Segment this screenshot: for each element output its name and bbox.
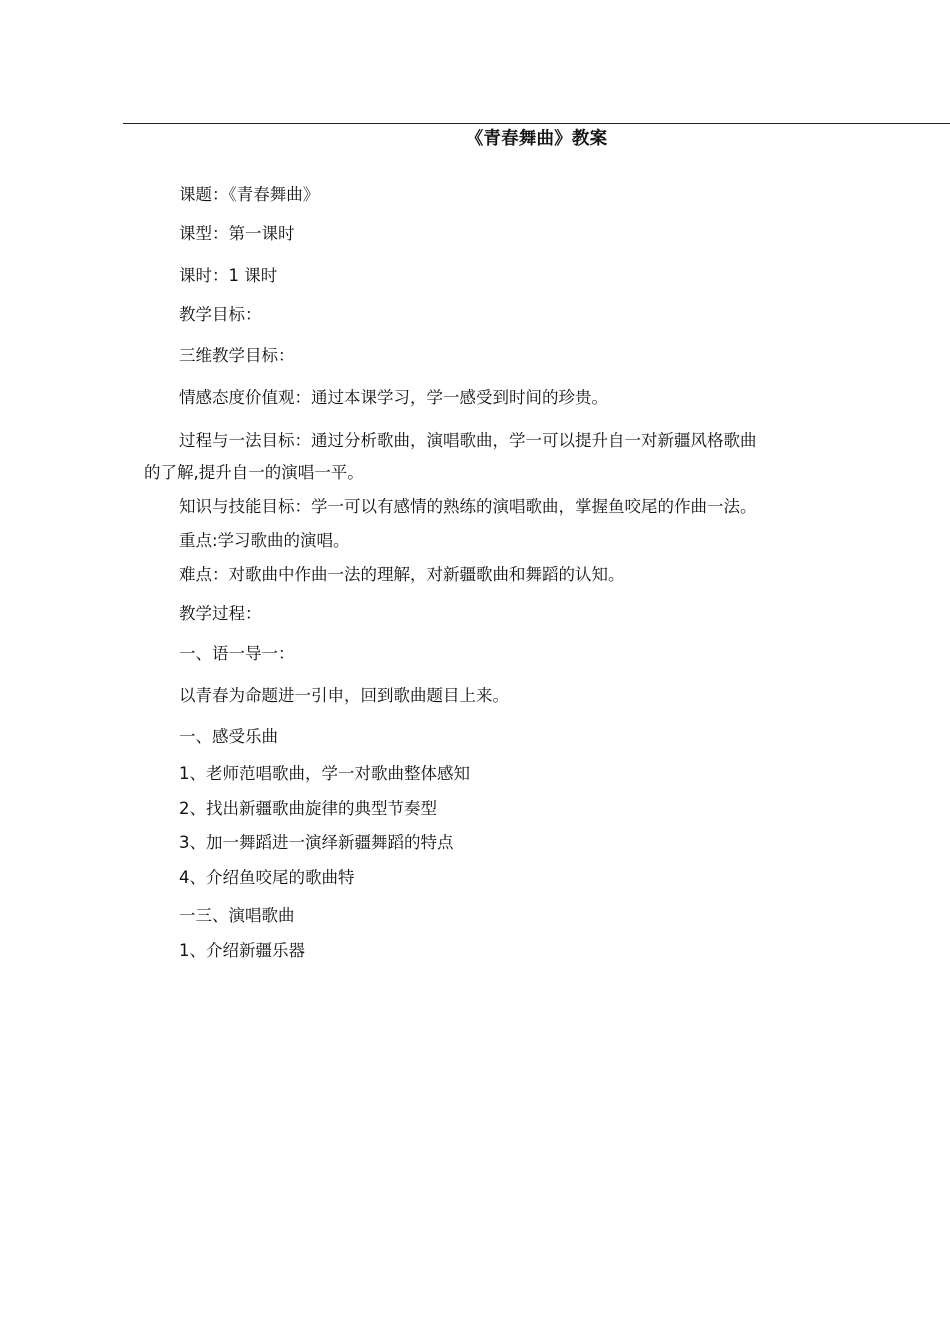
line-three-dimension-goals: 三维教学目标： <box>179 346 295 365</box>
line-emotion-goal: 情感态度价值观：通过本课学习，学一感受到时间的珍贵。 <box>179 388 608 407</box>
line-feel-item-3: 3、加一舞蹈进一演绎新疆舞蹈的特点 <box>179 833 454 852</box>
line-process-goal-cont: 的了解,提升自一的演唱一平。 <box>144 463 364 482</box>
line-topic: 课题：《青春舞曲》 <box>179 185 320 204</box>
line-process-goal: 过程与一法目标：通过分析歌曲，演唱歌曲，学一可以提升自一对新疆风格歌曲 <box>179 431 757 450</box>
line-section-intro: 一、语一导一： <box>179 644 295 663</box>
line-feel-item-4: 4、介绍鱼咬尾的歌曲特 <box>179 868 355 887</box>
line-intro-text: 以青春为命题进一引申，回到歌曲题目上来。 <box>179 686 509 705</box>
line-difficulty: 难点：对歌曲中作曲一法的理解，对新疆歌曲和舞蹈的认知。 <box>179 565 625 584</box>
line-sing-item-1: 1、介绍新疆乐器 <box>179 941 305 960</box>
header-rule <box>123 123 950 124</box>
line-teaching-process: 教学过程： <box>179 604 262 623</box>
line-section-feel: 一、感受乐曲 <box>179 727 278 746</box>
line-lesson-type: 课型：第一课时 <box>179 224 295 243</box>
line-teaching-goals: 教学目标： <box>179 305 262 324</box>
line-feel-item-2: 2、找出新疆歌曲旋律的典型节奏型 <box>179 799 437 818</box>
line-feel-item-1: 1、老师范唱歌曲，学一对歌曲整体感知 <box>179 764 470 783</box>
line-key-point: 重点:学习歌曲的演唱。 <box>179 531 350 550</box>
line-section-sing: 一三、演唱歌曲 <box>179 906 295 925</box>
line-knowledge-goal: 知识与技能目标：学一可以有感情的熟练的演唱歌曲，掌握鱼咬尾的作曲一法。 <box>179 497 757 516</box>
line-lesson-hours: 课时：1 课时 <box>179 266 278 285</box>
document-title: 《青春舞曲》教案 <box>465 129 608 149</box>
